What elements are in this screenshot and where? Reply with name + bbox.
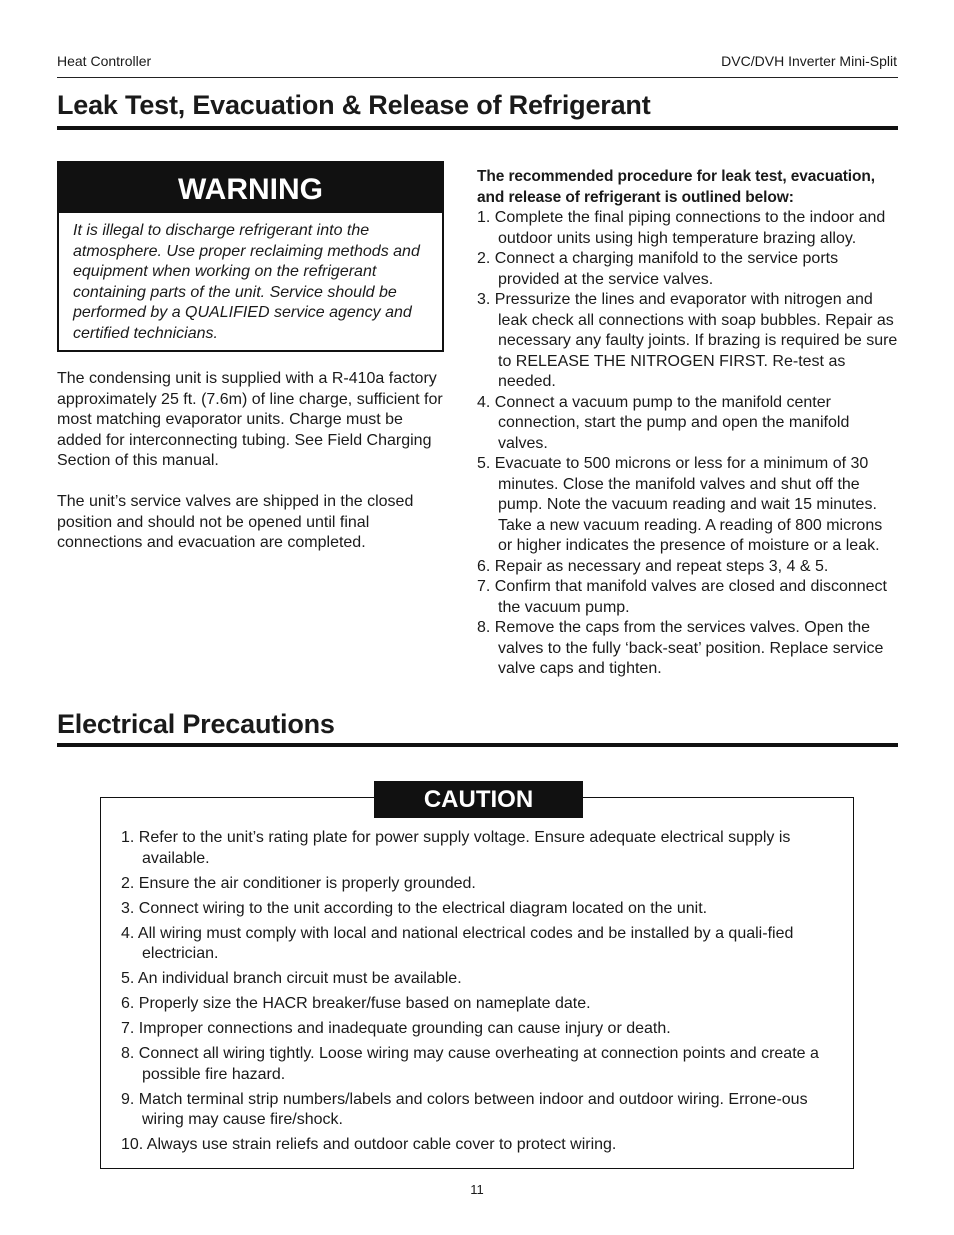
caution-item: 5. An individual branch circuit must be available. [121, 970, 462, 987]
procedure-intro: The recommended procedure for leak test, evacuation, and release of refrigerant is outlined below: [477, 168, 875, 206]
warning-box [57, 161, 444, 352]
paragraph-line-charge: The condensing unit is supplied with a R-410a factory approximately 25 ft. (7.6m) of line charge, sufficient for most matching evaporator units. Charge must be added for interconnecting tubing. See Field Charging Section of this manual. [57, 370, 443, 469]
caution-item: 8. Connect all wiring tightly. Loose wiring may cause overheating at connection points and create a possible fire hazard. [121, 1045, 819, 1083]
procedure-step: 5. Evacuate to 500 microns or less for a minimum of 30 minutes. Close the manifold valves and shut off the pump. Note the vacuum reading and wait 15 minutes. Take a new vacuum reading. A reading of 800 microns or higher indicates the presence of moisture or a leak. [477, 455, 883, 554]
section-title-leak-test: Leak Test, Evacuation & Release of Refrigerant [57, 90, 651, 120]
caution-item: 2. Ensure the air conditioner is properly grounded. [121, 874, 476, 892]
caution-list [121, 828, 833, 1160]
caution-heading: CAUTION [374, 781, 583, 818]
header-left: Heat Controller [57, 53, 152, 69]
caution-item: 7. Improper connections and inadequate grounding can cause injury or death. [121, 1020, 671, 1037]
procedure-step: 3. Pressurize the lines and evaporator with nitrogen and leak check all connections with soap bubbles. Repair as necessary any faulty joints. If brazing is required be sure to RELEASE THE NITROGEN FIRST. Re-test as needed. [477, 291, 898, 390]
caution-item: 1. Refer to the unit’s rating plate for power supply voltage. Ensure adequate electrical supply is available. [121, 829, 791, 867]
procedure-steps [477, 208, 899, 680]
procedure-step: 8. Remove the caps from the services valves. Open the valves to the fully ‘back-seat’ position. Replace service valve caps and tighten. [477, 619, 884, 677]
caution-item: 6. Properly size the HACR breaker/fuse based on nameplate date. [121, 995, 591, 1012]
section-divider [57, 126, 898, 130]
warning-text: It is illegal to discharge refrigerant into the atmosphere. Use proper reclaiming methods and equipment when working on the refrigerant containing parts of the unit. Service should be performed by a QUALIFIED service agency and certified technicians. [73, 222, 420, 342]
procedure-step: 4. Connect a vacuum pump to the manifold center connection, start the pump and open the manifold valves. [477, 393, 850, 452]
caution-item: 9. Match terminal strip numbers/labels and colors between indoor and outdoor wiring. Errone-ous wiring may cause fire/shock. [121, 1090, 808, 1128]
warning-heading: WARNING [59, 163, 442, 213]
procedure-step: 6. Repair as necessary and repeat steps 3, 4 & 5. [477, 557, 829, 575]
paragraph-service-valves: The unit’s service valves are shipped in the closed position and should not be opened until final connections and evacuation are completed. [57, 493, 414, 551]
caution-item: 10. Always use strain reliefs and outdoor cable cover to protect wiring. [121, 1136, 617, 1153]
page-number: 11 [470, 1182, 484, 1197]
caution-item: 4. All wiring must comply with local and national electrical codes and be installed by a quali-fied electrician. [121, 924, 794, 962]
header-right: DVC/DVH Inverter Mini-Split [721, 53, 897, 69]
caution-item: 3. Connect wiring to the unit according to the electrical diagram located on the unit. [121, 899, 708, 917]
procedure-step: 7. Confirm that manifold valves are closed and disconnect the vacuum pump. [477, 578, 887, 616]
section-divider [57, 743, 898, 747]
section-title-electrical: Electrical Precautions [57, 709, 335, 739]
header-divider [57, 77, 898, 78]
procedure-step: 1. Complete the final piping connections to the indoor and outdoor units using high temperature brazing alloy. [477, 209, 886, 247]
procedure-step: 2. Connect a charging manifold to the service ports provided at the service valves. [477, 250, 839, 288]
procedure-column [477, 167, 899, 680]
